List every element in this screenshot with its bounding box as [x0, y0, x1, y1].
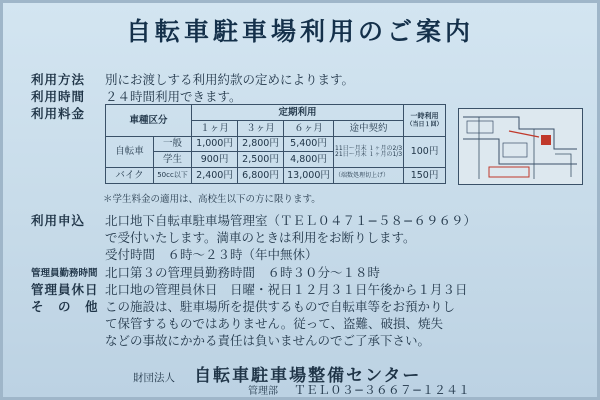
footer-center-name: 自転車駐車場整備センター	[194, 366, 422, 386]
midway-notes	[334, 136, 404, 168]
temp-bike-fee: 150円	[404, 168, 446, 184]
midway-note-3: （端数処理切上げ）	[334, 168, 404, 184]
midway-header: 途中契約	[334, 120, 404, 136]
midway-note-2: 21日〜月末 １ヶ月の1/3	[335, 150, 403, 158]
map-drawing	[459, 109, 582, 184]
hours-value: ２４時間利用できます。	[105, 89, 242, 104]
bicycle-cell: 自転車	[106, 136, 154, 168]
hours-label: 利用時間	[31, 89, 86, 104]
apply-line1: 北口地下自転車駐車場管理室（ＴＥＬ０４７１−５８−６９６９）	[105, 213, 476, 228]
table-cell: 900円	[192, 152, 238, 168]
fee-label: 利用料金	[31, 106, 86, 121]
other-line3: などの事故にかかる責任は負いませんのでご了承下さい。	[105, 333, 431, 348]
other-line2: て保管するものではありません。従って、盗難、破損、焼失	[105, 316, 444, 331]
sign-title: 自転車駐車場利用のご案内	[125, 17, 474, 46]
apply-label: 利用申込	[31, 213, 86, 228]
apply-line3: 受付時間 ６時〜２３時（年中無休）	[105, 247, 318, 262]
footer-org: 財団法人	[133, 372, 175, 384]
table-cell: 4,800円	[284, 152, 334, 168]
table-cell: 2,500円	[238, 152, 284, 168]
other-line1: この施設は、駐車場所を提供するもので自転車等をお預かりし	[105, 299, 456, 314]
regular-header: 定期利用	[192, 105, 404, 121]
table-cell: 6,800円	[238, 168, 284, 184]
table-cell: 5,400円	[284, 136, 334, 152]
month3-header: ３ヶ月	[238, 120, 284, 136]
student-note: ＊学生料金の適用は、高校生以下の方に限ります。	[103, 194, 321, 205]
table-cell: 1,000円	[192, 136, 238, 152]
temp-bicycle-fee: 100円	[404, 136, 446, 168]
method-label: 利用方法	[31, 72, 86, 87]
staff-hours-value: 北口第３の管理員勤務時間 ６時３０分〜１８時	[105, 265, 381, 280]
month6-header: ６ヶ月	[284, 120, 334, 136]
temp-header-label: 一時利用	[410, 111, 439, 120]
student-cell: 学生	[154, 152, 192, 168]
staff-holiday-label: 管理員休日	[31, 282, 99, 297]
staff-holiday-value: 北口地の管理員休日 日曜・祝日１２月３１日午後から１月３日	[105, 282, 468, 297]
apply-line2: で受付いたします。満車のときは利用をお断りします。	[105, 230, 416, 245]
footer-contact-line	[248, 381, 470, 398]
location-map	[458, 108, 583, 185]
table-cell: 2,400円	[192, 168, 238, 184]
temp-header-sub: （当日１回）	[406, 120, 443, 128]
month1-header: １ヶ月	[192, 120, 238, 136]
footer-tel: ＴＥＬ０３−３６６７−１２４１	[293, 383, 470, 397]
midway-note-1: 11日〜月末 １ヶ月の2/3	[335, 144, 403, 152]
other-label: そ の 他	[31, 299, 99, 314]
bike-cell: バイク	[106, 168, 154, 184]
method-value: 別にお渡しする利用約款の定めによります。	[105, 72, 355, 87]
table-cell: 13,000円	[284, 168, 334, 184]
vehicle-header: 車種区分	[106, 105, 192, 137]
fee-table	[105, 104, 446, 184]
temp-header	[404, 105, 446, 137]
general-cell: 一般	[154, 136, 192, 152]
bike-cc-cell: 50cc以下	[154, 168, 192, 184]
staff-hours-label: 管理員勤務時間	[31, 268, 98, 279]
table-cell: 2,800円	[238, 136, 284, 152]
footer-dept: 管理部	[248, 386, 278, 397]
